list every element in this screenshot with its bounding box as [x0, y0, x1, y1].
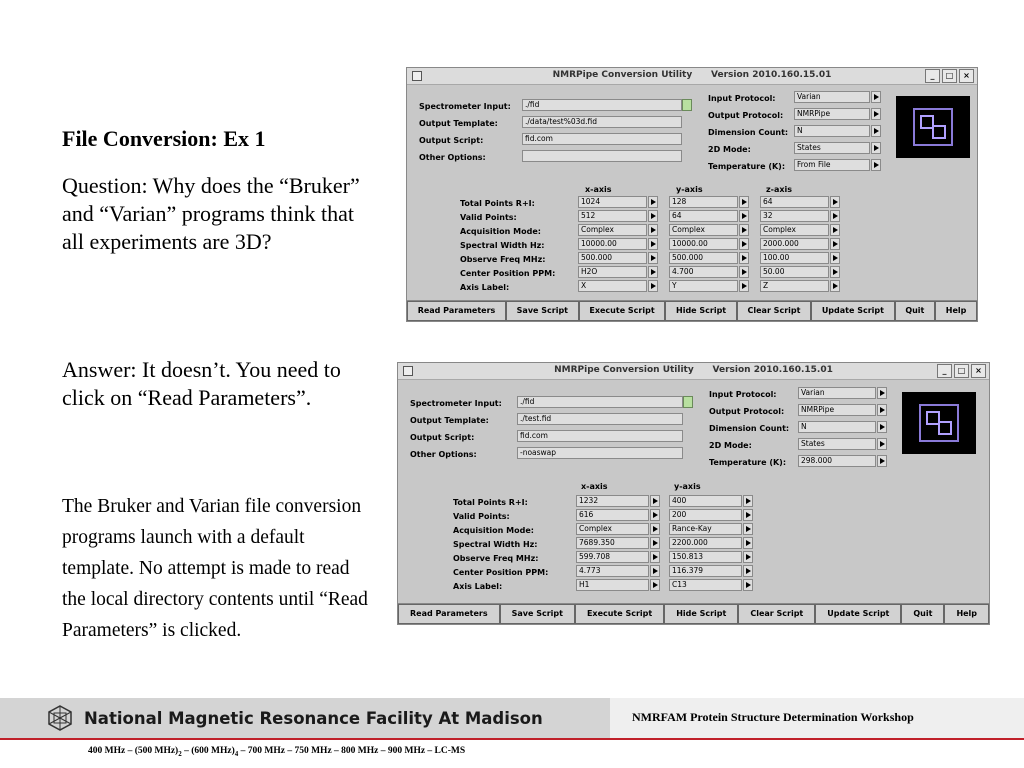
dropdown-arrow-icon[interactable] — [743, 551, 753, 563]
param-value-field[interactable]: 616 — [576, 509, 649, 521]
temperature-select[interactable]: 298.000 — [798, 455, 876, 467]
dropdown-arrow-icon[interactable] — [830, 238, 840, 250]
execute-script-button[interactable]: Execute Script — [575, 604, 664, 624]
footer-divider — [0, 738, 1024, 740]
param-value-field[interactable]: H1 — [576, 579, 649, 591]
param-value-field[interactable]: X — [578, 280, 647, 292]
param-value-field[interactable]: 2000.000 — [760, 238, 829, 250]
param-value-field[interactable]: 100.00 — [760, 252, 829, 264]
mode-2d-select[interactable]: States — [794, 142, 870, 154]
nmrpipe-window-1 — [406, 67, 978, 322]
param-value-field[interactable]: Complex — [578, 224, 647, 236]
spectrometer-input-label: Spectrometer Input: — [419, 102, 511, 111]
output-protocol-label: Output Protocol: — [709, 407, 785, 416]
dropdown-arrow-icon[interactable] — [877, 455, 887, 467]
param-value-field[interactable]: 150.813 — [669, 551, 742, 563]
param-value-field[interactable]: 116.379 — [669, 565, 742, 577]
param-value-field[interactable]: 512 — [578, 210, 647, 222]
dropdown-arrow-icon[interactable] — [877, 421, 887, 433]
dropdown-arrow-icon[interactable] — [871, 108, 881, 120]
dropdown-arrow-icon[interactable] — [739, 252, 749, 264]
dropdown-arrow-icon[interactable] — [743, 523, 753, 535]
dropdown-arrow-icon[interactable] — [648, 210, 658, 222]
dimension-count-select[interactable]: N — [798, 421, 876, 433]
input-protocol-label: Input Protocol: — [708, 94, 776, 103]
minimize-icon[interactable]: _ — [937, 364, 952, 378]
execute-script-button[interactable]: Execute Script — [579, 301, 666, 321]
param-value-field[interactable]: 1024 — [578, 196, 647, 208]
temperature-select[interactable]: From File — [794, 159, 870, 171]
spectrometer-input-field[interactable]: ./fid — [522, 99, 682, 111]
param-value-field[interactable]: 599.708 — [576, 551, 649, 563]
param-row-label: Spectral Width Hz: — [453, 540, 538, 549]
dropdown-arrow-icon[interactable] — [743, 495, 753, 507]
quit-button[interactable]: Quit — [901, 604, 944, 624]
dropdown-arrow-icon[interactable] — [830, 196, 840, 208]
nmrpipe-window-2 — [397, 362, 990, 625]
slide-title: File Conversion: Ex 1 — [62, 126, 266, 151]
save-script-button[interactable]: Save Script — [506, 301, 579, 321]
dropdown-arrow-icon[interactable] — [743, 565, 753, 577]
window-titlebar[interactable] — [407, 68, 977, 85]
clear-script-button[interactable]: Clear Script — [737, 301, 811, 321]
param-value-field[interactable]: Z — [760, 280, 829, 292]
param-row-label: Acquisition Mode: — [453, 526, 534, 535]
param-value-field[interactable]: H2O — [578, 266, 647, 278]
param-row-label: Valid Points: — [460, 213, 517, 222]
nmrpipe-logo — [902, 392, 976, 454]
hide-script-button[interactable]: Hide Script — [665, 301, 737, 321]
dropdown-arrow-icon[interactable] — [739, 280, 749, 292]
dropdown-arrow-icon[interactable] — [648, 224, 658, 236]
explanation-text: The Bruker and Varian file conversion programs launch with a default template. No attempt is made to read the local directory contents until “Read Parameters” is clicked. — [62, 496, 368, 641]
read-parameters-button[interactable]: Read Parameters — [398, 604, 500, 624]
hide-script-button[interactable]: Hide Script — [664, 604, 738, 624]
param-value-field[interactable]: 200 — [669, 509, 742, 521]
output-template-label: Output Template: — [419, 119, 498, 128]
other-options-field[interactable] — [522, 150, 682, 162]
dimension-count-label: Dimension Count: — [709, 424, 790, 433]
dimension-count-label: Dimension Count: — [708, 128, 789, 137]
help-button[interactable]: Help — [935, 301, 977, 321]
dropdown-arrow-icon[interactable] — [871, 142, 881, 154]
read-parameters-button[interactable]: Read Parameters — [407, 301, 506, 321]
param-row-label: Center Position PPM: — [453, 568, 549, 577]
output-script-field[interactable]: fid.com — [517, 430, 683, 442]
param-value-field[interactable]: 7689.350 — [576, 537, 649, 549]
param-value-field[interactable]: 500.000 — [578, 252, 647, 264]
param-value-field[interactable]: Y — [669, 280, 738, 292]
temperature-label: Temperature (K): — [709, 458, 787, 467]
output-script-label: Output Script: — [419, 136, 484, 145]
dropdown-arrow-icon[interactable] — [648, 252, 658, 264]
dropdown-arrow-icon[interactable] — [743, 579, 753, 591]
dropdown-arrow-icon[interactable] — [877, 438, 887, 450]
close-icon[interactable]: × — [959, 69, 974, 83]
dropdown-arrow-icon[interactable] — [743, 537, 753, 549]
dropdown-arrow-icon[interactable] — [650, 509, 660, 521]
input-protocol-select[interactable]: Varian — [798, 387, 876, 399]
dropdown-arrow-icon[interactable] — [830, 224, 840, 236]
param-value-field[interactable]: Complex — [669, 224, 738, 236]
dropdown-arrow-icon[interactable] — [739, 224, 749, 236]
window-titlebar[interactable] — [398, 363, 989, 380]
param-value-field[interactable]: 128 — [669, 196, 738, 208]
dropdown-arrow-icon[interactable] — [650, 495, 660, 507]
param-row-label: Observe Freq MHz: — [453, 554, 539, 563]
close-icon[interactable]: × — [971, 364, 986, 378]
spectrometer-input-field[interactable]: ./fid — [517, 396, 683, 408]
browse-button[interactable] — [682, 99, 692, 111]
dropdown-arrow-icon[interactable] — [648, 196, 658, 208]
mode-2d-label: 2D Mode: — [709, 441, 752, 450]
param-value-field[interactable]: 64 — [669, 210, 738, 222]
input-protocol-select[interactable]: Varian — [794, 91, 870, 103]
param-row-label: Acquisition Mode: — [460, 227, 541, 236]
output-template-field[interactable]: ./data/test%03d.fid — [522, 116, 682, 128]
param-row-label: Total Points R+I: — [460, 199, 535, 208]
maximize-icon[interactable]: □ — [942, 69, 957, 83]
dropdown-arrow-icon[interactable] — [871, 91, 881, 103]
workshop-title: NMRFAM Protein Structure Determination Workshop — [632, 710, 914, 724]
param-value-field[interactable]: 4.773 — [576, 565, 649, 577]
facility-logo-icon — [48, 705, 72, 731]
output-protocol-select[interactable]: NMRPipe — [798, 404, 876, 416]
param-row-label: Valid Points: — [453, 512, 510, 521]
param-row-label: Observe Freq MHz: — [460, 255, 546, 264]
dropdown-arrow-icon[interactable] — [871, 159, 881, 171]
window-title: NMRPipe Conversion Utility Version 2010.160.15.01 — [552, 70, 832, 80]
axis-header: y-axis — [674, 482, 701, 491]
axis-header: z-axis — [766, 185, 793, 194]
param-value-field[interactable]: Complex — [576, 523, 649, 535]
dropdown-arrow-icon[interactable] — [871, 125, 881, 137]
mode-2d-select[interactable]: States — [798, 438, 876, 450]
param-value-field[interactable]: 400 — [669, 495, 742, 507]
param-value-field[interactable]: Rance-Kay — [669, 523, 742, 535]
dimension-count-select[interactable]: N — [794, 125, 870, 137]
dropdown-arrow-icon[interactable] — [650, 537, 660, 549]
param-value-field[interactable]: 10000.00 — [669, 238, 738, 250]
output-protocol-select[interactable]: NMRPipe — [794, 108, 870, 120]
param-value-field[interactable]: 1232 — [576, 495, 649, 507]
param-value-field[interactable]: 500.000 — [669, 252, 738, 264]
axis-header: y-axis — [676, 185, 703, 194]
dropdown-arrow-icon[interactable] — [650, 523, 660, 535]
answer-text: Answer: It doesn’t. You need to click on “Read Parameters”. — [62, 357, 341, 410]
param-row-label: Axis Label: — [453, 582, 503, 591]
output-template-label: Output Template: — [410, 416, 489, 425]
param-value-field[interactable]: 10000.00 — [578, 238, 647, 250]
clear-script-button[interactable]: Clear Script — [738, 604, 815, 624]
window-title: NMRPipe Conversion Utility Version 2010.160.15.01 — [554, 365, 833, 375]
other-options-label: Other Options: — [410, 450, 477, 459]
dropdown-arrow-icon[interactable] — [830, 252, 840, 264]
dropdown-arrow-icon[interactable] — [650, 579, 660, 591]
save-script-button[interactable]: Save Script — [500, 604, 575, 624]
update-script-button[interactable]: Update Script — [811, 301, 895, 321]
dropdown-arrow-icon[interactable] — [877, 404, 887, 416]
mode-2d-label: 2D Mode: — [708, 145, 751, 154]
output-script-field[interactable]: fid.com — [522, 133, 682, 145]
param-value-field[interactable]: 32 — [760, 210, 829, 222]
dropdown-arrow-icon[interactable] — [739, 210, 749, 222]
dropdown-arrow-icon[interactable] — [650, 551, 660, 563]
spectrometer-list: 400 MHz – (500 $MHz)_2 - (600$ $MHz)_4 - 700$ MHz – 750 MHz – 800 MHz – 900 MHz – LC-MS — [88, 746, 466, 758]
output-protocol-label: Output Protocol: — [708, 111, 784, 120]
nmrpipe-logo — [896, 96, 970, 158]
output-script-label: Output Script: — [410, 433, 475, 442]
param-value-field[interactable]: 50.00 — [760, 266, 829, 278]
maximize-icon[interactable]: □ — [954, 364, 969, 378]
dropdown-arrow-icon[interactable] — [739, 196, 749, 208]
spectrometer-input-label: Spectrometer Input: — [410, 399, 502, 408]
quit-button[interactable]: Quit — [895, 301, 935, 321]
axis-header: x-axis — [581, 482, 608, 491]
dropdown-arrow-icon[interactable] — [830, 280, 840, 292]
param-row-label: Total Points R+I: — [453, 498, 528, 507]
param-value-field[interactable]: C13 — [669, 579, 742, 591]
other-options-label: Other Options: — [419, 153, 486, 162]
dropdown-arrow-icon[interactable] — [830, 210, 840, 222]
param-value-field[interactable]: 4.700 — [669, 266, 738, 278]
dropdown-arrow-icon[interactable] — [648, 238, 658, 250]
param-row-label: Center Position PPM: — [460, 269, 556, 278]
param-value-field[interactable]: Complex — [760, 224, 829, 236]
dropdown-arrow-icon[interactable] — [650, 565, 660, 577]
question-text: Question: Why does the “Bruker” and “Varian” programs think that all experiments are 3D? — [62, 173, 360, 254]
dropdown-arrow-icon[interactable] — [877, 387, 887, 399]
param-value-field[interactable]: 64 — [760, 196, 829, 208]
dropdown-arrow-icon[interactable] — [648, 280, 658, 292]
browse-button[interactable] — [683, 396, 693, 408]
param-value-field[interactable]: 2200.000 — [669, 537, 742, 549]
help-button[interactable]: Help — [944, 604, 989, 624]
other-options-field[interactable]: -noaswap — [517, 447, 683, 459]
dropdown-arrow-icon[interactable] — [648, 266, 658, 278]
param-row-label: Axis Label: — [460, 283, 510, 292]
dropdown-arrow-icon[interactable] — [739, 238, 749, 250]
temperature-label: Temperature (K): — [708, 162, 786, 171]
minimize-icon[interactable]: _ — [925, 69, 940, 83]
output-template-field[interactable]: ./test.fid — [517, 413, 683, 425]
dropdown-arrow-icon[interactable] — [743, 509, 753, 521]
update-script-button[interactable]: Update Script — [815, 604, 901, 624]
axis-header: x-axis — [585, 185, 612, 194]
dropdown-arrow-icon[interactable] — [739, 266, 749, 278]
param-row-label: Spectral Width Hz: — [460, 241, 545, 250]
input-protocol-label: Input Protocol: — [709, 390, 777, 399]
dropdown-arrow-icon[interactable] — [830, 266, 840, 278]
facility-name: National Magnetic Resonance Facility At Madison — [84, 709, 543, 728]
